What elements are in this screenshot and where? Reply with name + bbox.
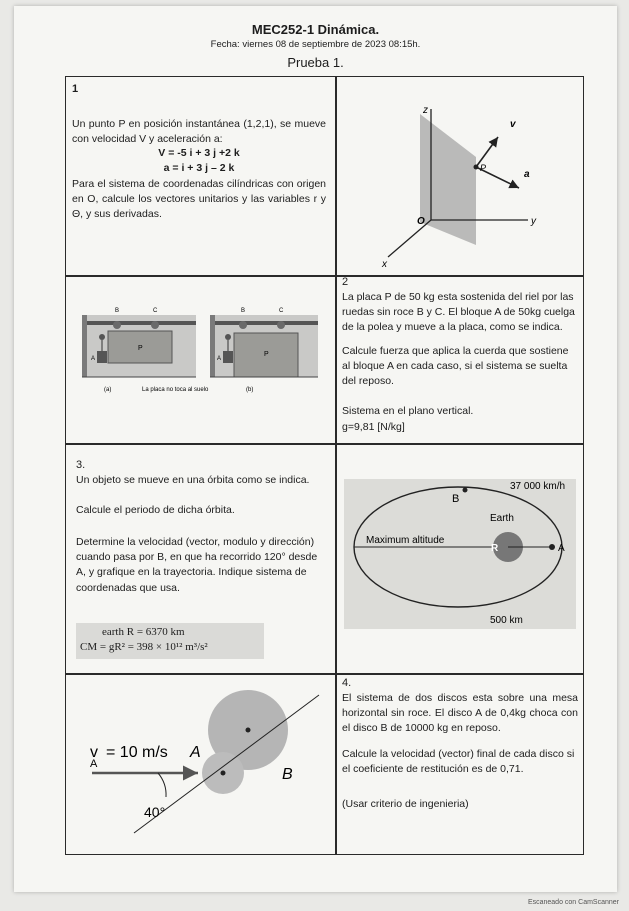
problem-3-text: Un objeto se mueve en una órbita como se indica. [76, 474, 310, 486]
caption-mid: La placa no toca al suelo [142, 387, 209, 393]
max-altitude-label: Maximum altitude [366, 535, 445, 546]
panel-a-rail [82, 321, 196, 325]
label-p-b: P [264, 351, 269, 358]
origin-label: O [417, 216, 425, 227]
label-b-a: B [115, 308, 120, 314]
disc-b-center [246, 728, 251, 733]
problem-4-question: Calcule la velocidad (vector) final de cada disco si el coeficiente de restitución es de 0,71. [342, 748, 575, 776]
exam-subtitle: Prueba 1. [287, 55, 344, 70]
gravity-constant: CM = gR² = 398 × 10¹² m³/s² [80, 641, 208, 653]
v-subscript: A [90, 758, 98, 770]
problem-1-acceleration: a = i + 3 j – 2 k [163, 162, 235, 174]
point-b [463, 488, 468, 493]
problem-1-number: 1 [72, 83, 79, 95]
speed-value: = 10 m/s [106, 744, 168, 761]
label-p-a: P [138, 345, 143, 352]
wheel-b-a [113, 321, 121, 329]
block-a-b [223, 351, 233, 363]
angle-label: 40° [144, 804, 166, 820]
problem-4-text: El sistema de dos discos esta sobre una mesa horizontal sin roce. El disco A de 0,4kg choca con el disco B de 10000 kg en reposo. [342, 692, 578, 735]
problem-1-question: Para el sistema de coordenadas cilíndricas con origen en O, calcule los vectores unitarios y las variables r y Θ, y sus derivadas. [72, 178, 326, 221]
exam-sheet [14, 6, 617, 892]
p-label: P [480, 163, 487, 173]
b-label: B [452, 493, 460, 505]
problem-3-figure [340, 477, 580, 667]
problem-2-gravity: g=9,81 [N/kg] [342, 421, 405, 433]
plane-shape [420, 114, 476, 245]
problem-2-question: Calcule fuerza que aplica la cuerda que sostiene al bloque A en cada caso, si el sistema se suelta del reposo. [342, 345, 569, 388]
speed-label: 37 000 km/h [510, 481, 566, 492]
earth-label: Earth [490, 513, 514, 524]
r-label: R [491, 543, 499, 554]
problem-1-text: Un punto P en posición instantánea (1,2,1), se mueve con velocidad V y aceleración a: [72, 118, 326, 146]
label-a-b: A [217, 356, 222, 362]
label-b-b: B [241, 308, 246, 314]
panel-b-wall [210, 315, 215, 377]
a-label: a [524, 169, 530, 180]
earth-radius: earth R = 6370 km [102, 626, 185, 638]
disc-a-center [221, 771, 226, 776]
wheel-c-b [277, 321, 285, 329]
problem-grid [65, 76, 584, 855]
angle-arc [158, 773, 166, 797]
a-disc-label: A [190, 744, 201, 761]
constants-box [76, 623, 264, 659]
problem-4-figure [74, 681, 330, 851]
problem-2-text: La placa P de 50 kg esta sostenida del riel por las ruedas sin roce B y C. El bloque A de 50kg cuelga de la polea y mueve a la placa, como se indica. [342, 291, 575, 334]
y-label: y [531, 216, 536, 227]
grid-divider-2 [66, 443, 583, 445]
v-symbol: v [90, 744, 98, 761]
exam-date: Fecha: viernes 08 de septiembre de 2023 08:15h. [210, 39, 421, 50]
grid-divider-3 [66, 673, 583, 675]
x-label: x [382, 259, 387, 270]
grid-divider-1 [66, 275, 583, 277]
pulley-b [225, 334, 231, 340]
caption-a: (a) [104, 387, 112, 393]
problem-4-number: 4. [342, 677, 352, 689]
panel-b-rail [210, 321, 318, 325]
a-label: A [558, 543, 565, 554]
problem-3-number: 3. [76, 459, 86, 471]
v-label: v [510, 119, 516, 130]
panel-b [210, 315, 318, 377]
z-label: z [423, 105, 428, 116]
grid-divider-vertical [335, 77, 337, 854]
exam-title: MEC252-1 Dinámica. [251, 22, 380, 37]
scanner-footer: Escaneado con CamScanner [527, 899, 619, 906]
block-a-a [97, 351, 107, 363]
wheel-b-b [239, 321, 247, 329]
problem-3-period: Calcule el periodo de dicha órbita. [76, 504, 235, 516]
label-c-b: C [279, 308, 284, 314]
wheel-c-a [151, 321, 159, 329]
problem-1-figure [338, 79, 582, 273]
label-a-a: A [91, 356, 96, 362]
point-p [474, 165, 479, 170]
problem-2-figure [74, 301, 324, 401]
problem-3-question: Determine la velocidad (vector, modulo y dirección) cuando pasa por B, en que ha recorrido 120° desde A, y grafique en la trayectoria. Indique sistema de coordenadas que usa. [76, 536, 318, 594]
label-c-a: C [153, 308, 158, 314]
pulley-a [99, 334, 105, 340]
b-disc-label: B [282, 766, 293, 783]
caption-b: (b) [246, 387, 254, 393]
problem-2-number: 2 [342, 276, 349, 288]
problem-1-velocity: V = -5 i + 3 j +2 k [158, 147, 240, 159]
distance-label: 500 km [490, 615, 523, 626]
problem-4-note: (Usar criterio de ingenieria) [342, 798, 469, 810]
problem-2-plane-note: Sistema en el plano vertical. [342, 405, 474, 417]
panel-a-wall [82, 315, 87, 377]
